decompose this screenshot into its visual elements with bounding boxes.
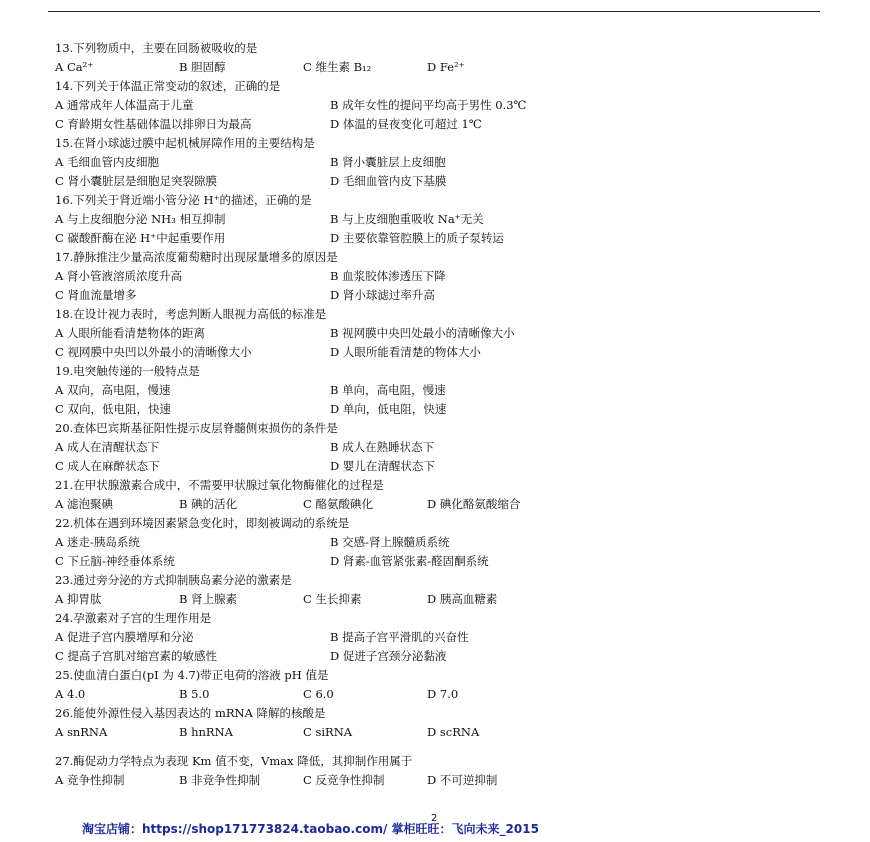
- option-c: C 成人在麻醉状态下: [55, 459, 160, 473]
- option-row: [55, 457, 815, 476]
- option-a: A 肾小管液溶质浓度升高: [55, 269, 182, 283]
- option-row: [55, 590, 815, 609]
- question-22: [55, 514, 815, 571]
- option-d: D 7.0: [427, 687, 459, 701]
- option-c: C 下丘脑-神经垂体系统: [55, 554, 175, 568]
- option-c: C 酪氨酸碘化: [303, 497, 373, 511]
- option-a: A 通常成年人体温高于儿童: [55, 98, 194, 112]
- option-c: C 维生素 B₁₂: [303, 60, 372, 74]
- option-b: B 单向，高电阻，慢速: [330, 383, 446, 397]
- option-d: D 肾小球滤过率升高: [330, 288, 435, 302]
- option-a: A snRNA: [55, 725, 108, 739]
- option-c: C 提高子宫肌对缩宫素的敏感性: [55, 649, 217, 663]
- option-row: [55, 153, 815, 172]
- question-18: [55, 305, 815, 362]
- option-b: B 5.0: [179, 687, 210, 701]
- option-row: [55, 381, 815, 400]
- question-stem: 21.在甲状腺激素合成中，不需要甲状腺过氧化物酶催化的过程是: [55, 478, 384, 492]
- option-row: [55, 685, 815, 704]
- option-b: B 视网膜中央凹处最小的清晰像大小: [330, 326, 515, 340]
- option-row: [55, 172, 815, 191]
- spacer: [55, 742, 815, 752]
- option-c: C 6.0: [303, 687, 334, 701]
- option-d: D scRNA: [427, 725, 480, 739]
- question-27: [55, 752, 815, 790]
- option-a: A 竞争性抑制: [55, 773, 125, 787]
- option-d: D 肾素-血管紧张素-醛固酮系统: [330, 554, 489, 568]
- option-c: C 肾小囊脏层是细胞足突裂隙膜: [55, 174, 217, 188]
- option-row: [55, 771, 815, 790]
- option-c: C 育龄期女性基础体温以排卵日为最高: [55, 117, 252, 131]
- option-c: C 肾血流量增多: [55, 288, 137, 302]
- option-c: C siRNA: [303, 725, 353, 739]
- option-a: A 人眼所能看清楚物体的距离: [55, 326, 205, 340]
- option-a: A 毛细血管内皮细胞: [55, 155, 159, 169]
- option-row: [55, 533, 815, 552]
- question-stem: 19.电突触传递的一般特点是: [55, 364, 200, 378]
- option-d: D 促进子宫颈分泌黏液: [330, 649, 447, 663]
- question-26: [55, 704, 815, 742]
- option-b: B 成人在熟睡状态下: [330, 440, 435, 454]
- option-a: A 抑胃肽: [55, 592, 102, 606]
- question-stem: 17.静脉推注少量高浓度葡萄糖时出现尿量增多的原因是: [55, 250, 338, 264]
- top-rule: [48, 11, 820, 12]
- option-row: [55, 210, 815, 229]
- option-d: D 碘化酪氨酸缩合: [427, 497, 521, 511]
- option-row: [55, 286, 815, 305]
- question-stem: 18.在设计视力表时，考虑判断人眼视力高低的标准是: [55, 307, 327, 321]
- option-b: B 非竞争性抑制: [179, 773, 261, 787]
- option-a: A 4.0: [55, 687, 86, 701]
- option-c: C 反竞争性抑制: [303, 773, 385, 787]
- question-24: [55, 609, 815, 666]
- question-list: [55, 39, 815, 790]
- question-stem: 16.下列关于肾近端小管分泌 H⁺的描述，正确的是: [55, 193, 312, 207]
- option-a: A 双向，高电阻，慢速: [55, 383, 171, 397]
- option-row: [55, 400, 815, 419]
- option-row: [55, 324, 815, 343]
- option-row: [55, 438, 815, 457]
- option-row: [55, 628, 815, 647]
- option-b: B hnRNA: [179, 725, 233, 739]
- question-stem: 22.机体在遇到环境因素紧急变化时，即刻被调动的系统是: [55, 516, 350, 530]
- page-number: 2: [431, 813, 438, 824]
- option-row: [55, 343, 815, 362]
- option-row: [55, 58, 815, 77]
- option-d: D 主要依靠管腔膜上的质子泵转运: [330, 231, 504, 245]
- question-20: [55, 419, 815, 476]
- option-d: D 不可逆抑制: [427, 773, 498, 787]
- option-row: [55, 96, 815, 115]
- option-d: D Fe²⁺: [427, 60, 465, 74]
- option-b: B 肾上腺素: [179, 592, 238, 606]
- option-d: D 单向，低电阻，快速: [330, 402, 447, 416]
- question-stem: 24.孕激素对子宫的生理作用是: [55, 611, 212, 625]
- option-row: [55, 647, 815, 666]
- option-c: C 碳酸酐酶在泌 H⁺中起重要作用: [55, 231, 226, 245]
- option-a: A 成人在清醒状态下: [55, 440, 159, 454]
- question-stem: 14.下列关于体温正常变动的叙述，正确的是: [55, 79, 281, 93]
- option-b: B 胆固醇: [179, 60, 226, 74]
- question-stem: 27.酶促动力学特点为表现 Km 值不变，Vmax 降低，其抑制作用属于: [55, 754, 413, 768]
- question-17: [55, 248, 815, 305]
- option-a: A Ca²⁺: [55, 60, 94, 74]
- option-d: D 毛细血管内皮下基膜: [330, 174, 447, 188]
- option-b: B 提高子宫平滑肌的兴奋性: [330, 630, 469, 644]
- question-stem: 26.能使外源性侵入基因表达的 mRNA 降解的核酸是: [55, 706, 326, 720]
- option-row: [55, 115, 815, 134]
- question-16: [55, 191, 815, 248]
- option-b: B 成年女性的提问平均高于男性 0.3℃: [330, 98, 527, 112]
- option-a: A 与上皮细胞分泌 NH₃ 相互抑制: [55, 212, 226, 226]
- question-stem: 25.使血清白蛋白(pI 为 4.7)带正电荷的溶液 pH 值是: [55, 668, 329, 682]
- question-14: [55, 77, 815, 134]
- option-b: B 碘的活化: [179, 497, 238, 511]
- option-row: [55, 552, 815, 571]
- question-19: [55, 362, 815, 419]
- option-a: A 滤泡聚碘: [55, 497, 113, 511]
- shop-footer: 淘宝店铺：https://shop171773824.taobao.com/ 掌柜旺旺：飞向未来_2015: [82, 822, 539, 836]
- question-stem: 13.下列物质中，主要在回肠被吸收的是: [55, 41, 258, 55]
- option-row: [55, 723, 815, 742]
- question-stem: 23.通过旁分泌的方式抑制胰岛素分泌的激素是: [55, 573, 292, 587]
- question-13: [55, 39, 815, 77]
- option-d: D 人眼所能看清楚的物体大小: [330, 345, 481, 359]
- option-c: C 双向，低电阻，快速: [55, 402, 171, 416]
- option-b: B 与上皮细胞重吸收 Na⁺无关: [330, 212, 484, 226]
- question-23: [55, 571, 815, 609]
- option-d: D 体温的昼夜变化可超过 1℃: [330, 117, 482, 131]
- question-25: [55, 666, 815, 704]
- option-b: B 肾小囊脏层上皮细胞: [330, 155, 446, 169]
- question-21: [55, 476, 815, 514]
- option-row: [55, 267, 815, 286]
- option-d: D 婴儿在清醒状态下: [330, 459, 435, 473]
- option-d: D 胰高血糖素: [427, 592, 498, 606]
- option-row: [55, 495, 815, 514]
- option-c: C 视网膜中央凹以外最小的清晰像大小: [55, 345, 252, 359]
- question-stem: 20.查体巴宾斯基征阳性提示皮层脊髓侧束损伤的条件是: [55, 421, 338, 435]
- option-b: B 血浆胶体渗透压下降: [330, 269, 446, 283]
- option-a: A 迷走-胰岛系统: [55, 535, 140, 549]
- question-stem: 15.在肾小球滤过膜中起机械屏障作用的主要结构是: [55, 136, 315, 150]
- option-c: C 生长抑素: [303, 592, 362, 606]
- option-a: A 促进子宫内膜增厚和分泌: [55, 630, 194, 644]
- question-15: [55, 134, 815, 191]
- option-row: [55, 229, 815, 248]
- option-b: B 交感-肾上腺髓质系统: [330, 535, 450, 549]
